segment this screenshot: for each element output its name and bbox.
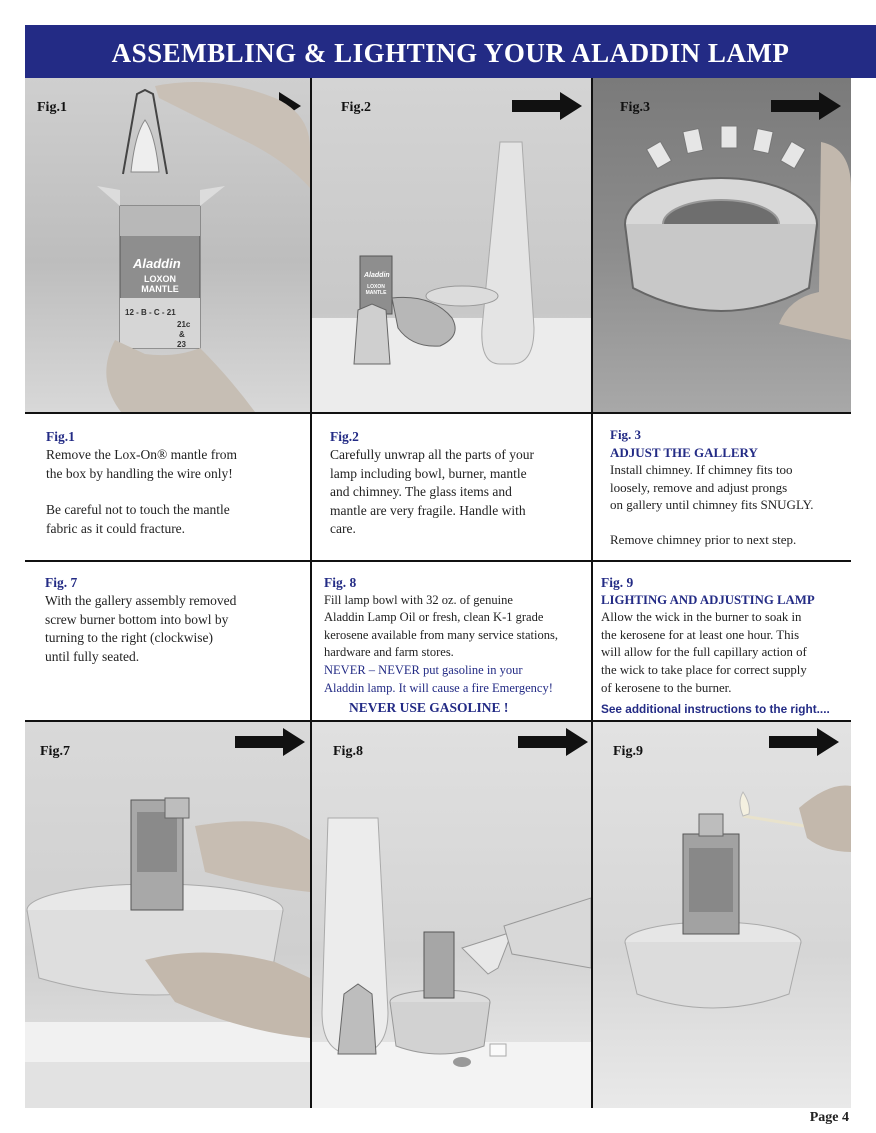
instruction-line: Install chimney. If chimney fits too: [610, 462, 793, 477]
burner-bowl-illustration: [25, 722, 310, 1108]
instruction-line: screw burner bottom into bowl by: [45, 611, 229, 627]
page-title-banner: [25, 25, 876, 78]
page-number: Page 4: [809, 1110, 849, 1125]
instruction-line: the wick to take place for correct supply: [601, 662, 807, 677]
warning-line: NEVER – NEVER put gasoline in your: [324, 662, 523, 677]
photo-label-fig1: Fig.1: [37, 100, 67, 115]
filling-bowl-illustration: [312, 722, 591, 1108]
box-product-text: LOXON MANTLE: [141, 274, 179, 294]
instruction-heading: ADJUST THE GALLERY: [610, 444, 758, 460]
instruction-line: Aladdin Lamp Oil or fresh, clean K-1 grade: [324, 610, 544, 625]
photo-fig8: [312, 722, 591, 1108]
page-title: ASSEMBLING & LIGHTING YOUR ALADDIN LAMP: [111, 38, 790, 68]
instruction-line: fabric as it could fracture.: [46, 520, 186, 536]
instruction-line: of kerosene to the burner.: [601, 680, 732, 695]
instruction-fig1: [46, 428, 304, 538]
box-code2-text: 21c: [177, 320, 191, 329]
instruction-line: Allow the wick in the burner to soak in: [601, 610, 802, 625]
instruction-fig-label: Fig. 8: [324, 575, 357, 590]
photo-fig9: [593, 722, 851, 1108]
instruction-fig8: [324, 574, 590, 717]
instruction-line: loosely, remove and adjust prongs: [610, 479, 788, 495]
photo-label-fig9: Fig.9: [613, 744, 643, 759]
instruction-fig9: [601, 574, 849, 719]
box-code-text: 12 - B - C - 21: [125, 308, 176, 317]
photo-fig2: [312, 78, 591, 412]
instruction-line: With the gallery assembly removed: [45, 593, 237, 609]
instruction-line: the kerosene for at least one hour. This: [601, 627, 800, 642]
box-brand-text: Aladdin: [364, 272, 390, 279]
instruction-fig3: [610, 426, 850, 548]
instruction-line: Fill lamp bowl with 32 oz. of genuine: [324, 592, 513, 607]
gallery-illustration: [593, 78, 851, 412]
photo-fig1: [25, 78, 310, 412]
instruction-fig7: [45, 574, 305, 666]
instruction-fig-label: Fig. 3: [610, 427, 642, 442]
instruction-line: the box by handling the wire only!: [46, 465, 233, 481]
warning-line: Aladdin lamp. It will cause a fire Emergency!: [324, 680, 553, 695]
instruction-fig-label: Fig.2: [330, 429, 359, 444]
instruction-line: until fully seated.: [45, 648, 140, 664]
box-product-text: LOXON MANTLE: [365, 284, 387, 296]
box-code3-text: &: [179, 330, 185, 339]
instruction-line: care.: [330, 521, 356, 537]
instruction-fig-label: Fig.1: [46, 429, 75, 444]
instruction-line: Remove the Lox-On® mantle from: [46, 447, 237, 463]
see-more-link[interactable]: See additional instructions to the right....: [601, 702, 830, 717]
instruction-line: Be careful not to touch the mantle: [46, 502, 230, 518]
box-code4-text: 23: [177, 340, 186, 349]
instruction-line: will allow for the full capillary action of: [601, 645, 807, 660]
photo-label-fig2: Fig.2: [341, 100, 371, 115]
instruction-fig2: [330, 428, 588, 538]
photo-fig7: [25, 722, 310, 1108]
photo-label-fig7: Fig.7: [40, 744, 70, 759]
instruction-line: turning to the right (clockwise): [45, 630, 213, 646]
photo-fig3: [593, 78, 851, 412]
grid-line: [25, 560, 851, 562]
instruction-heading: LIGHTING AND ADJUSTING LAMP: [601, 592, 815, 607]
mantle-box-illustration: [25, 78, 310, 412]
instruction-line: Remove chimney prior to next step.: [610, 531, 797, 547]
grid-line: [25, 412, 851, 414]
instruction-line: Carefully unwrap all the parts of your: [330, 447, 534, 463]
instruction-line: on gallery until chimney fits SNUGLY.: [610, 497, 814, 512]
instruction-line: and chimney. The glass items and: [330, 484, 512, 500]
box-brand-text: Aladdin: [133, 256, 181, 271]
instruction-fig-label: Fig. 7: [45, 575, 78, 590]
instruction-line: kerosene available from many service stations,: [324, 627, 558, 642]
instruction-line: hardware and farm stores.: [324, 645, 454, 660]
photo-label-fig3: Fig.3: [620, 100, 650, 115]
warning-bold: NEVER USE GASOLINE !: [349, 700, 509, 716]
photo-label-fig8: Fig.8: [333, 744, 363, 759]
instruction-line: lamp including bowl, burner, mantle: [330, 465, 527, 481]
instruction-line: mantle are very fragile. Handle with: [330, 502, 526, 518]
instruction-fig-label: Fig. 9: [601, 575, 634, 590]
lighting-wick-illustration: [593, 722, 851, 1108]
lamp-parts-illustration: [312, 78, 591, 412]
